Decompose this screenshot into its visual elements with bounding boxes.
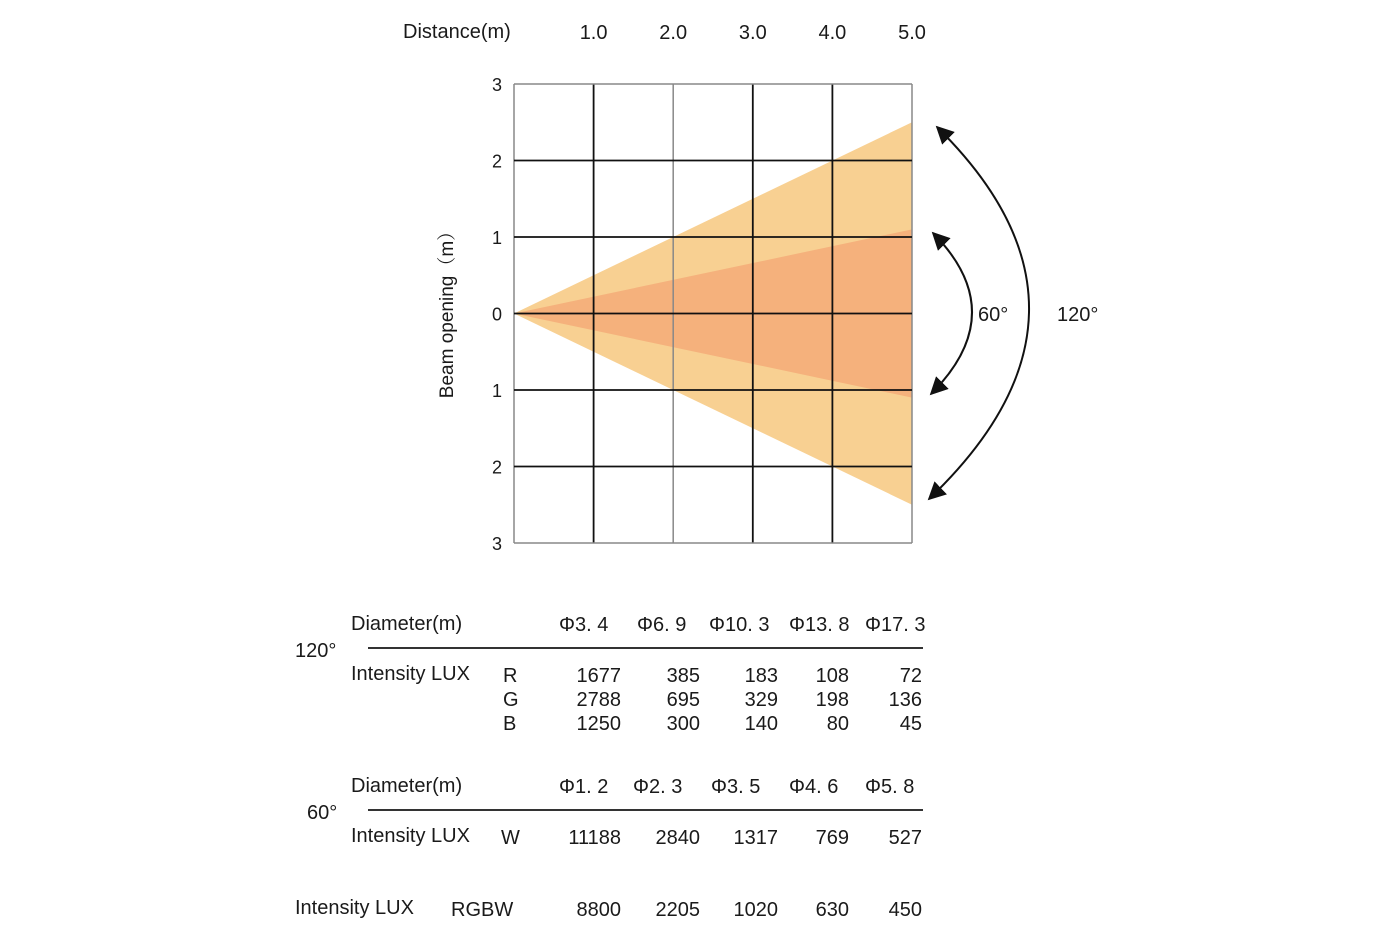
table-60-value-4: 769 xyxy=(815,827,849,849)
table-60-intensity-label: Intensity LUX xyxy=(351,825,470,847)
table-60-diameter-label: Diameter(m) xyxy=(351,775,463,797)
distance-tick-label: 5.0 xyxy=(898,22,926,44)
table-120-diameter-1: Φ3. 4 xyxy=(559,614,609,636)
distance-ticks xyxy=(580,22,926,44)
angle-120-label: 120° xyxy=(1057,304,1099,326)
table-120-row-r-value-4: 108 xyxy=(815,665,849,687)
opening-tick-label: 3 xyxy=(491,534,503,554)
table-60-angle: 60° xyxy=(307,802,338,824)
table-120-diameter-5: Φ17. 3 xyxy=(865,614,926,636)
opening-tick-label: 0 xyxy=(491,304,503,325)
table-120-diameter-label: Diameter(m) xyxy=(351,613,463,635)
distance-tick-label: 4.0 xyxy=(818,22,847,44)
table-120-row-g-value-2: 695 xyxy=(666,689,700,711)
table-60-value-1: 11188 xyxy=(568,827,621,849)
opening-axis-label: Beam opening（m） xyxy=(437,221,458,399)
table-60-diameter-1: Φ1. 2 xyxy=(559,776,609,798)
table-60-value-5: 527 xyxy=(888,827,922,849)
table-60-rule xyxy=(368,809,923,811)
table-120-row-b-value-2: 300 xyxy=(666,713,700,735)
table-60-value-2: 2840 xyxy=(655,827,700,849)
table-120-row-r-value-2: 385 xyxy=(666,665,700,687)
table-120-diameter-3: Φ10. 3 xyxy=(709,614,770,636)
table-120-intensity-label: Intensity LUX xyxy=(351,663,470,685)
table-120-rule xyxy=(368,647,923,649)
rgbw-value-5: 450 xyxy=(888,899,922,921)
table-120-row-r-value-1: 1677 xyxy=(576,665,621,687)
table-120-row-r-value-5: 72 xyxy=(899,665,922,687)
rgbw-value-2: 2205 xyxy=(655,899,700,921)
table-60-diameter-3: Φ3. 5 xyxy=(711,776,761,798)
opening-tick-label: 1 xyxy=(491,381,503,401)
opening-tick-label: 3 xyxy=(491,75,503,95)
table-120-row-g-channel: G xyxy=(503,689,519,711)
table-60-value-3: 1317 xyxy=(733,827,778,849)
distance-tick-label: 1.0 xyxy=(579,22,608,44)
table-120-row-b-value-1: 1250 xyxy=(576,713,621,735)
rgbw-value-3: 1020 xyxy=(733,899,778,921)
rgbw-channel: RGBW xyxy=(451,899,514,921)
angle-60-label: 60° xyxy=(978,304,1009,326)
opening-tick-label: 2 xyxy=(491,151,503,172)
table-120-row-g-value-1: 2788 xyxy=(576,689,621,711)
rgbw-value-4: 630 xyxy=(815,899,849,921)
table-120-row-b-value-5: 45 xyxy=(899,713,922,735)
table-120-diameter-4: Φ13. 8 xyxy=(789,614,850,636)
table-120-row-g-value-5: 136 xyxy=(888,689,922,711)
rgbw-value-1: 8800 xyxy=(576,899,621,921)
distance-axis-label: Distance(m) xyxy=(403,21,511,43)
table-120-diameter-2: Φ6. 9 xyxy=(637,614,687,636)
table-120-angle: 120° xyxy=(295,640,337,662)
table-120-row-b-value-3: 140 xyxy=(744,713,778,735)
table-120-row-r-channel: R xyxy=(503,665,518,687)
angle-60-arrow xyxy=(931,233,972,394)
table-60-diameter-5: Φ5. 8 xyxy=(865,776,915,798)
table-60-channel: W xyxy=(501,827,520,849)
table-120-row-g-value-4: 198 xyxy=(815,689,849,711)
distance-tick-label: 3.0 xyxy=(738,22,767,44)
table-120-row-b-channel: B xyxy=(503,713,517,735)
table-120-row-r-value-3: 183 xyxy=(744,665,778,687)
distance-tick-label: 2.0 xyxy=(659,22,688,44)
opening-tick-label: 1 xyxy=(491,228,503,248)
table-60-diameter-2: Φ2. 3 xyxy=(633,776,683,798)
table-60-diameter-4: Φ4. 6 xyxy=(789,776,839,798)
table-120-row-b-value-4: 80 xyxy=(826,713,849,735)
opening-ticks xyxy=(492,75,502,554)
rgbw-intensity-label: Intensity LUX xyxy=(295,897,414,919)
table-120-row-g-value-3: 329 xyxy=(744,689,778,711)
opening-tick-label: 2 xyxy=(491,457,503,478)
